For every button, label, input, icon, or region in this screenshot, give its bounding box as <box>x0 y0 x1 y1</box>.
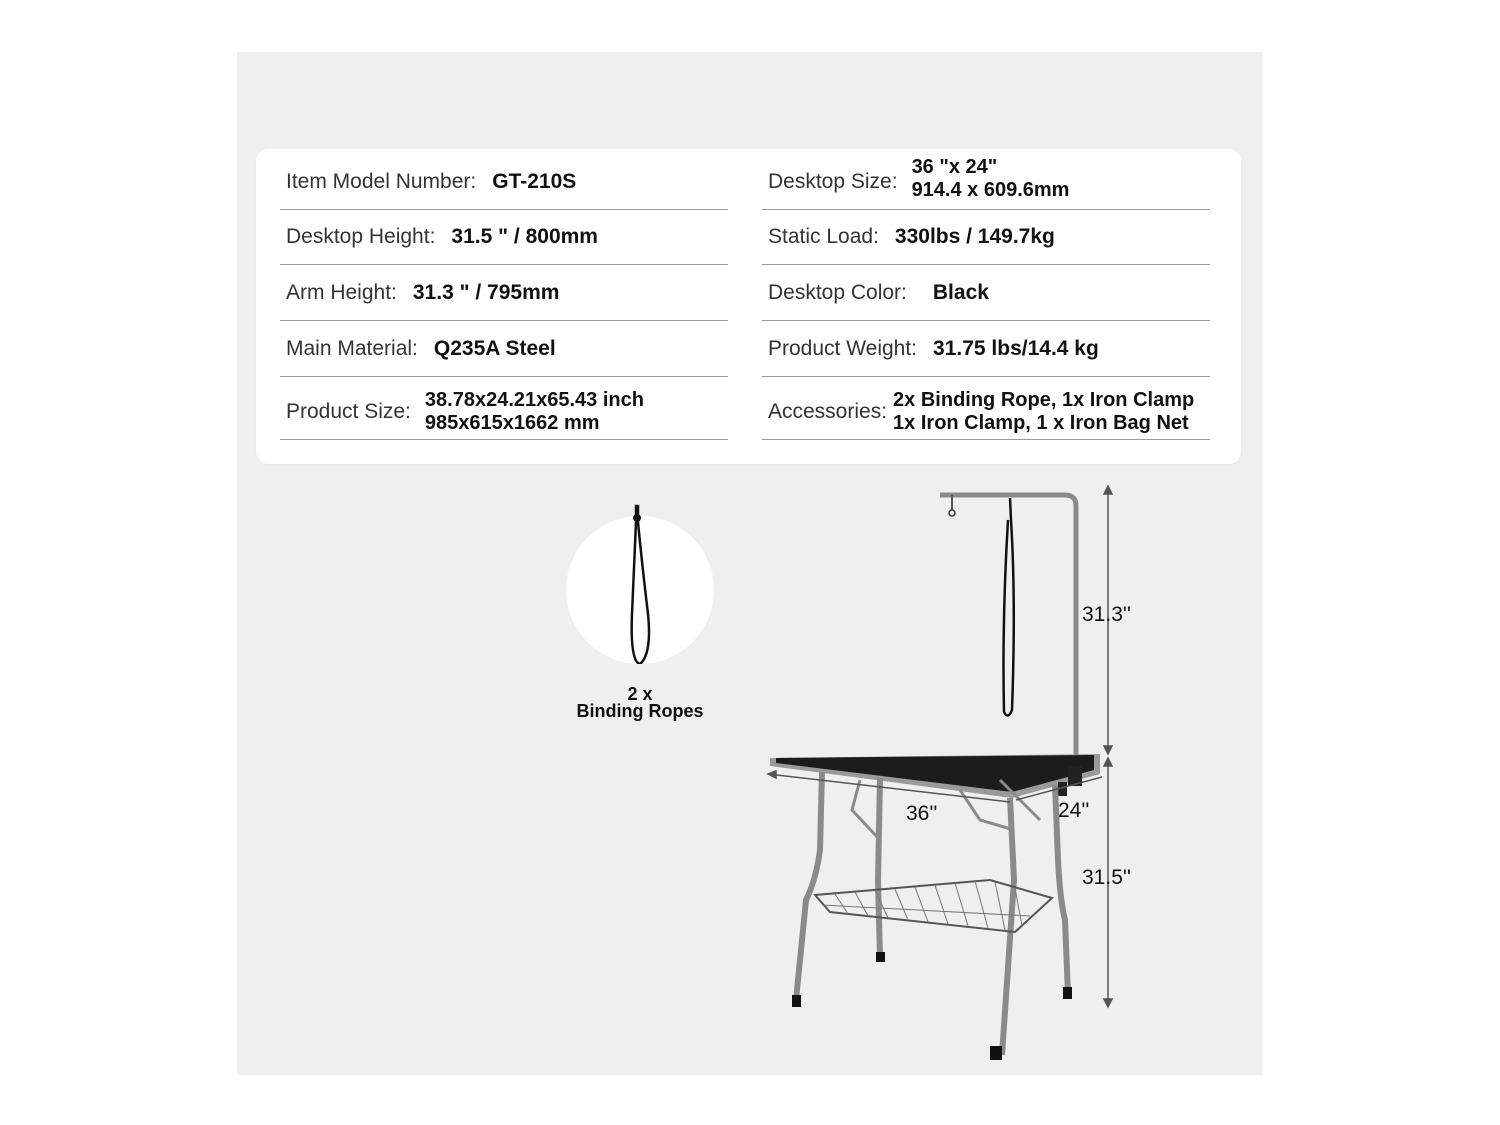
spec-value-line: 2x Binding Rope, 1x Iron Clamp <box>893 388 1195 411</box>
spec-value-line: 38.78x24.21x65.43 inch <box>424 388 644 411</box>
arm-height-dimension: 31.3'' <box>1082 603 1131 626</box>
width-dimension: 36'' <box>906 802 938 825</box>
spec-label: Item Model Number: <box>286 169 477 193</box>
spec-label: Static Load: <box>768 224 879 248</box>
spec-row-desktop-color <box>762 265 1210 321</box>
spec-row-product-weight <box>762 321 1210 377</box>
spec-value: 31.75 lbs/14.4 kg <box>933 337 1099 360</box>
spec-label: Desktop Color: <box>768 280 907 304</box>
spec-value-line: 1x Iron Clamp, 1 x Iron Bag Net <box>893 411 1189 434</box>
spec-row-arm-height <box>280 265 728 321</box>
spec-label: Desktop Size: <box>768 169 898 193</box>
spec-row-model-number <box>280 154 728 210</box>
spec-row-product-size <box>280 384 728 440</box>
caption-line: 2 x <box>627 684 653 704</box>
spec-value: 330lbs / 149.7kg <box>894 225 1055 248</box>
spec-label: Product Weight: <box>768 336 918 360</box>
spec-value <box>912 156 1070 202</box>
spec-label: Main Material: <box>286 336 418 360</box>
spec-value-line: 36 "x 24" <box>911 155 998 178</box>
spec-row-accessories <box>762 384 1210 440</box>
spec-value-line: 914.4 x 609.6mm <box>911 178 1070 201</box>
grooming-table-illustration <box>740 480 1140 1070</box>
spec-value: Q235A Steel <box>433 337 556 360</box>
spec-value: GT-210S <box>492 170 577 193</box>
spec-value: 31.5 " / 800mm <box>451 225 598 248</box>
spec-value <box>893 389 1194 435</box>
binding-rope-image <box>566 516 714 664</box>
binding-rope-caption <box>560 686 720 720</box>
spec-label: Arm Height: <box>286 280 397 304</box>
binding-rope-icon <box>566 504 714 664</box>
spec-label: Product Size: <box>286 399 411 423</box>
spec-value <box>425 389 644 435</box>
spec-row-main-material <box>280 321 728 377</box>
spec-row-static-load <box>762 209 1210 265</box>
spec-row-desktop-height <box>280 209 728 265</box>
spec-label: Desktop Height: <box>286 224 436 248</box>
spec-row-desktop-size <box>762 154 1210 210</box>
spec-value-line: 985x615x1662 mm <box>424 411 600 434</box>
table-height-dimension: 31.5'' <box>1082 866 1131 889</box>
depth-dimension: 24'' <box>1058 799 1090 822</box>
spec-value: 31.3 " / 795mm <box>412 281 560 304</box>
caption-line: Binding Ropes <box>576 701 704 721</box>
spec-label: Accessories: <box>768 399 888 423</box>
spec-value: Black <box>932 281 989 304</box>
